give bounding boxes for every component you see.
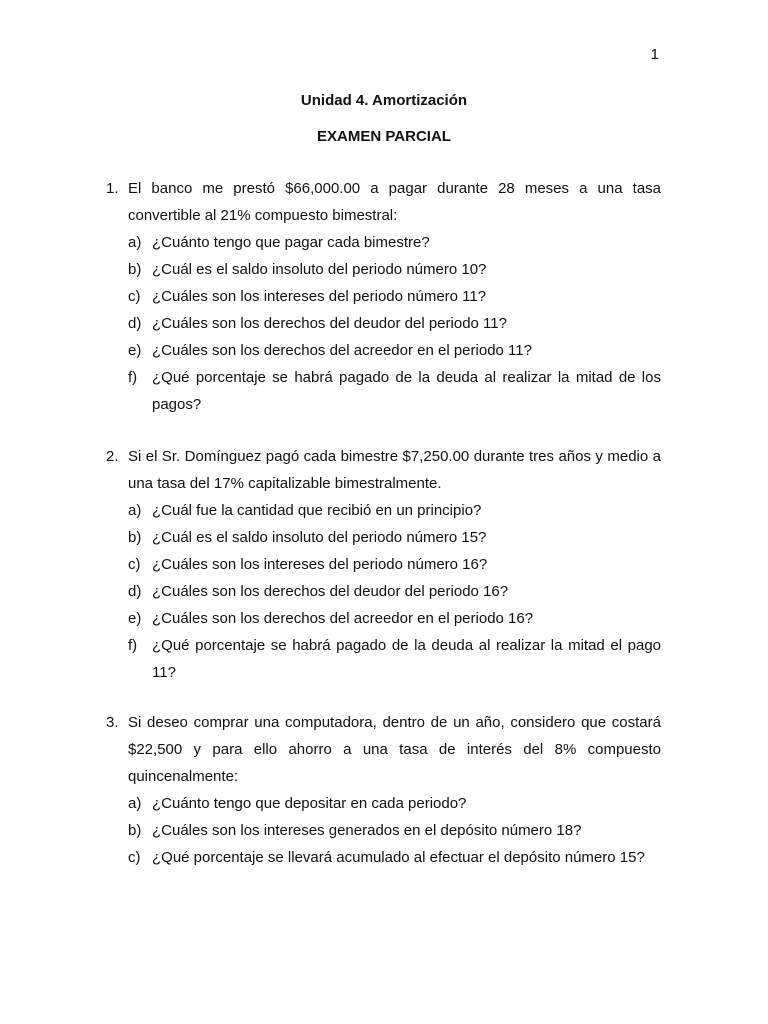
sub-question-letter: d) [128,583,142,600]
exam-title: EXAMEN PARCIAL [317,128,451,145]
unit-title: Unidad 4. Amortización [300,92,468,109]
sub-question-text: ¿Cuánto tengo que depositar en cada periodo? [152,795,467,812]
sub-question-text: ¿Cuáles son los derechos del acreedor en el periodo 11? [152,342,532,359]
sub-question [106,790,661,817]
sub-question [106,817,661,844]
sub-question-text: ¿Cuáles son los intereses generados en el depósito número 18? [152,822,582,839]
sub-question-letter: b) [128,529,142,546]
question-number: 3. [106,714,119,731]
question-stem [106,175,661,229]
question-3 [106,709,661,871]
sub-question-text: ¿Cuáles son los derechos del deudor del periodo 11? [152,315,507,332]
sub-question-letter: a) [128,795,142,812]
sub-question-text: ¿Cuáles son los intereses del periodo número 16? [152,556,488,573]
sub-question-text: ¿Cuál fue la cantidad que recibió en un principio? [152,502,482,519]
sub-question-text: ¿Cuál es el saldo insoluto del periodo número 15? [152,529,487,546]
sub-question [106,497,661,524]
sub-question [106,283,661,310]
sub-question-letter: b) [128,822,142,839]
sub-question [106,844,661,871]
question-number: 2. [106,448,119,465]
sub-question-letter: f) [128,637,138,654]
question-number: 1. [106,180,119,197]
sub-question-list [106,497,661,686]
question-2 [106,443,661,686]
sub-question-letter: c) [128,556,141,573]
sub-question-text: ¿Cuánto tengo que pagar cada bimestre? [152,234,430,251]
sub-question [106,256,661,283]
question-text: Si el Sr. Domínguez pagó cada bimestre $7,250.00 durante tres años y medio a una tasa del 17% capitalizable bimestralmente. [128,448,661,492]
sub-question [106,578,661,605]
sub-question-letter: c) [128,849,141,866]
question-text: Si deseo comprar una computadora, dentro de un año, considero que costará $22,500 y para ello ahorro a una tasa de interés del 8% compuesto quincenalmente: [128,714,661,785]
sub-question [106,337,661,364]
sub-question-text: ¿Cuáles son los derechos del acreedor en el periodo 16? [152,610,534,627]
sub-question-text: ¿Qué porcentaje se llevará acumulado al efectuar el depósito número 15? [152,849,645,866]
question-stem [106,709,661,790]
question-text: El banco me prestó $66,000.00 a pagar durante 28 meses a una tasa convertible al 21% compuesto bimestral: [128,180,661,224]
sub-question [106,229,661,256]
sub-question-letter: b) [128,261,142,278]
sub-question-text: ¿Cuál es el saldo insoluto del periodo número 10? [152,261,487,278]
sub-question-text: ¿Cuáles son los intereses del periodo número 11? [152,288,487,305]
sub-question-text: ¿Qué porcentaje se habrá pagado de la deuda al realizar la mitad de los pagos? [152,369,661,413]
sub-question-letter: c) [128,288,141,305]
sub-question-letter: e) [128,342,142,359]
sub-question-letter: e) [128,610,142,627]
sub-question-text: ¿Cuáles son los derechos del deudor del periodo 16? [152,583,509,600]
sub-question [106,632,661,686]
sub-question [106,605,661,632]
sub-question [106,551,661,578]
sub-question [106,364,661,418]
sub-question-text: ¿Qué porcentaje se habrá pagado de la deuda al realizar la mitad el pago 11? [152,637,661,681]
sub-question-letter: a) [128,234,142,251]
sub-question-letter: f) [128,369,138,386]
sub-question [106,524,661,551]
sub-question-list [106,229,661,418]
sub-question-letter: d) [128,315,142,332]
sub-question-list [106,790,661,871]
question-1 [106,175,661,418]
page-number: 1 [650,46,659,63]
question-stem [106,443,661,497]
sub-question-letter: a) [128,502,142,519]
sub-question [106,310,661,337]
